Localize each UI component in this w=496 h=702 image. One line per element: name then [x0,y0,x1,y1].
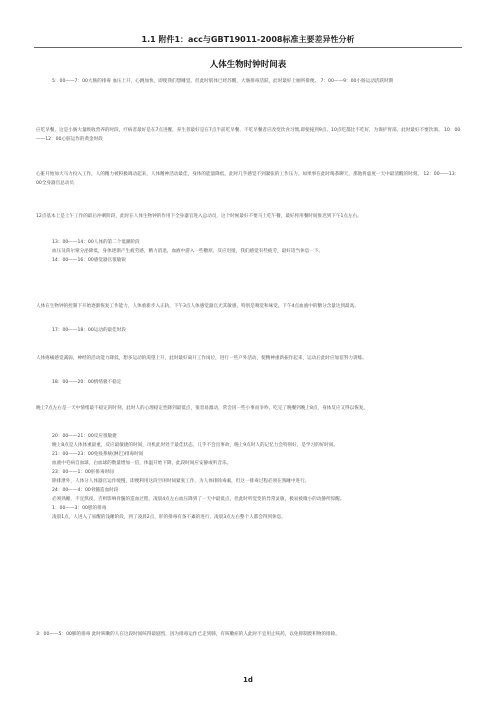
paragraph: 必须熟睡，不宜熬夜，否则影响骨髓的造血过程，凌晨4点左右血压降到了一天中最低点，但此时听觉变的异常灵敏，极易被微小的动静所惊醒。 [52,497,345,502]
paragraph: 人体疼痛感觉减弱，神经的活动能力降低，想多运动的渴望上升，此时最好离开工作岗位，进行一些户外活动，使精神重新振作起来，运动后此时应加倍努力训练。 [36,356,367,361]
paragraph: 除排泄外，人体分人体器官运作缓慢，即便利用这段空闲时间紧张工作，为人体排除毒素，但这一排毒过程必须在熟睡中进行。 [52,479,310,484]
body-block-2 [36,126,464,144]
body-block-4 [36,212,464,221]
paragraph: 17：00——18：00运动的最佳时段 [52,328,126,333]
paragraph: 20：00——21：00反应很敏捷 [52,434,117,439]
paragraph: 血压及荷尔蒙分泌降低，身体逐渐产生疲劳感，精力消退，血液中游入一些糖原，反应迟缓，我们感觉有些疲劳，最好适当休息一下。 [52,249,324,254]
paragraph: 24：00——4：00骨髓造血时段 [52,488,119,493]
body-block-7 [36,326,464,335]
body-block-11 [36,432,464,522]
paragraph: 血液中毛病自血球，白血球的数量增加一倍，体温开始下降，此段时间应安静或听音乐。 [52,461,232,466]
paragraph: 18：00——20：00情绪极不稳定 [52,380,122,385]
paragraph: 3：00——5：00肺的排毒 此时咳嗽的人在这段时间咳得最剧烈，因为排毒运作已走到肺，有咳嗽症的人此时不宜用止咳药，以免抑制废积物的排除。 [36,632,340,637]
body-block-9 [36,378,464,387]
paragraph: 心脏开始加大马力投入工作，人的精力被积极调动起来，人体精神活动最佳，身体的能量降低，此时几乎感觉不到紧张的工作压力。如果事在此时喝茶聊天，那他将虚度一天中最清醒的时刻。 12：00——13：00全身器官总动员 [36,172,460,186]
body-block-10 [36,404,464,413]
body-block-1 [36,77,464,86]
body-block-8 [36,354,464,363]
paragraph: 人体在生物钟的控制下开始逐渐恢复工作能力，人体重新步入正轨，下午3点人体感觉器官尤其敏感，特别是嗅觉和味觉，下午4点血液中的糖分含量达到最高。 [36,304,359,309]
paragraph: 1：00——3：00胆的排毒 [52,506,107,511]
paragraph: 14：00——16：00感觉器官很敏锐 [52,258,126,263]
paragraph: 晚上8点是人体体重最重，反应最敏捷的时间，司机此时处于最佳状态，几乎不会出事故，晚上9点时人的记忆力会特别好，是学习的好时间。 [52,443,339,448]
paragraph: 应吃早餐，这是小肠大量吸收营养的时段，疗病者最好是在7点进餐，养生者最好是在7点半前吃早餐，不吃早餐者应改变饮食习惯,即使拖到9点、10点吃都比不吃好，为保护胃部，此时最好不要饮酒。 10：00——12：00心脏运作的黄金时段 [36,128,461,142]
paragraph: 5：00——7：00大肠的排毒 血压上升，心跳加快，即使我们想睡觉，但此时肌体已经苏醒，大肠排毒活跃，此时最好上厕所排便。 7：00——9：00小肠运动活跃时期 [52,79,394,84]
paragraph: 21：00——23：00免疫系统(淋巴)排毒时间 [52,452,144,457]
paragraph: 凌晨1点，人进入了易醒的浅睡阶段，到了凌晨2点，肝的排毒有条不紊的进行，凌晨3点左右整个人都会得到休息。 [52,515,286,520]
document-title: 人体生物时钟时间表 [209,60,287,70]
paragraph: 13：00——14：00人体的第二个低潮阶段 [52,240,140,245]
body-block-12 [36,630,464,639]
header-rule [34,47,462,48]
page-number: 1d [243,676,253,684]
paragraph: 12点基本上是上午工作的最后冲刺阶段，此时在人体生物钟的作用下全身器官进入总动员，这个时候最好不要马上吃午餐，最好将用餐时间推迟到下午1点左右。 [36,214,362,219]
body-block-5 [36,238,464,265]
document-header: 1.1 附件1：acc与GBT19011-2008标准主要差异性分析 [141,35,355,44]
paragraph: 晚上7点左右是一天中情绪最不稳定的时刻，此时人的心理稳定性降到最低点，很容易激动，常会因一些小事而争吵，吃完了晚餐到晚上8点，身体反应又得以恢复。 [36,406,369,411]
paragraph: 23：00——1：00肝排毒时间 [52,470,114,475]
body-block-6 [36,302,464,311]
body-block-3 [36,170,464,188]
